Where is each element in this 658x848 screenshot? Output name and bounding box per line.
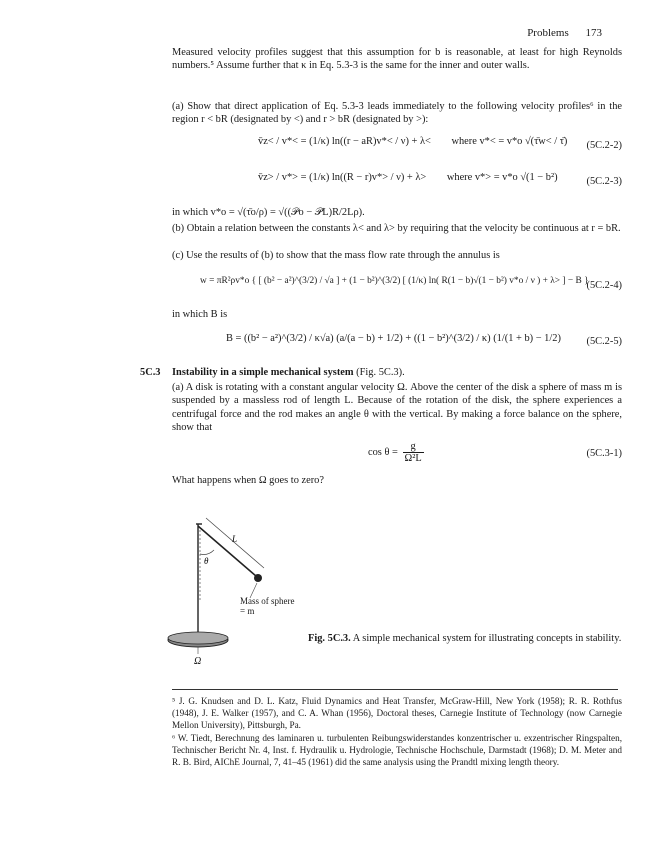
footnote-5: ⁵ J. G. Knudsen and D. L. Katz, Fluid Dynamics and Heat Transfer, McGraw-Hill, New York (1958); R. R. Rothfus (1948), J. E. Walker (1957), and C. A. Whan (1956), Doctoral theses, Carnegie Institute of Technology (now Carnegie Mellon University), Pittsburgh, Pa. (172, 696, 622, 730)
eq5-fraction (403, 441, 424, 464)
section-question: What happens when Ω goes to zero? (172, 475, 324, 486)
figure-caption (308, 632, 628, 645)
eq2-rhs: = (1/κ) ln((R − r)v*> / ν) + λ> (300, 172, 427, 183)
section-title-ref: (Fig. 5C.3). (356, 367, 405, 378)
equation-5c2-3 (258, 172, 558, 183)
running-header (527, 27, 602, 39)
caption-label: Fig. 5C.3. (308, 633, 351, 644)
equation-5c2-2 (258, 136, 567, 147)
eq3-number: (5C.2-4) (586, 280, 622, 291)
label-theta: θ (204, 556, 209, 566)
running-title: Problems (527, 27, 569, 39)
intro-paragraph: Measured velocity profiles suggest that this assumption for b is reasonable, at least for high Reynolds numbers.⁵ Assume further that κ in Eq. 5.3-3 is the same for the inner and outer walls. (172, 47, 622, 72)
part-a-paragraph: (a) Show that direct application of Eq. 5.3-3 leads immediately to the following velocity profiles⁶ in the region r < bR (designated by <) and r > bR (designated by >): (172, 101, 622, 126)
page-number: 173 (585, 27, 602, 39)
label-mass: Mass of sphere = m (240, 596, 295, 616)
section-number-label: 5C.3 (140, 367, 161, 378)
equation-5c3-1 (368, 441, 426, 464)
part-c-paragraph: (c) Use the results of (b) to show that the mass flow rate through the annulus is (172, 250, 500, 261)
part-b-paragraph: (b) Obtain a relation between the constants λ< and λ> by requiring that the velocity be continuous at r = bR. (172, 223, 621, 234)
footnote-6: ⁶ W. Tiedt, Berechnung des laminaren u. turbulenten Reibungswiderstandes konzentrischer u. exzentrischer Ringspalten, Technischer Bericht Nr. 4, Inst. f. Hydraulik u. Hydrologie, Technische Hochschule, Darmstadt (1968); D. M. Meter and R. B. Bird, AIChE Journal, 7, 41–45 (1961) did the same analysis using the Prandtl mixing length theory. (172, 733, 622, 767)
eq2-number: (5C.2-3) (586, 176, 622, 187)
caption-text: A simple mechanical system for illustrating concepts in stability. (352, 633, 622, 644)
eq1-lhs: v̄z< / v*< (258, 136, 298, 147)
footnote-rule (172, 689, 618, 690)
theta-arc (200, 550, 214, 555)
in-which-b: in which B is (172, 309, 228, 320)
eq4-number: (5C.2-5) (586, 336, 622, 347)
label-L: L (232, 534, 238, 544)
rod (198, 526, 256, 576)
in-which-vstar: in which v*o = √(τ̄o/ρ) = √((𝒫o − 𝒫L)R/2Lρ). (172, 207, 365, 218)
eq5-denominator: Ω²L (404, 453, 422, 464)
section-part-a: (a) A disk is rotating with a constant angular velocity Ω. Above the center of the disk a sphere of mass m is suspended by a massless rod of length L. Because of the rotation of the disk, the sphere experiences a centrifugal force and the rod makes an angle θ with the vertical. By making a force balance on the sphere, show that (172, 382, 622, 434)
disk-top-face (168, 632, 228, 644)
eq2-where: where v*> = v*o √(1 − b²) (446, 172, 558, 183)
label-omega: Ω (194, 656, 202, 667)
eq1-number: (5C.2-2) (586, 140, 622, 151)
equation-5c2-5: B = ((b² − a²)^(3/2) / κ√a) (a/(a − b) + 1/2) + ((1 − b²)^(3/2) / κ) (1/(1 + b) − 1/2) (226, 333, 561, 344)
eq1-rhs: = (1/κ) ln((r − aR)v*< / ν) + λ< (300, 136, 431, 147)
eq2-lhs: v̄z> / v*> (258, 172, 298, 183)
equation-5c2-4: w = πR²ρv*o { [ (b² − a²)^(3/2) / √a ] + (1 − b²)^(3/2) [ (1/κ) ln( R(1 − b)√(1 − b²) v*o / ν ) + λ> ] − B } (200, 276, 589, 286)
eq5-number: (5C.3-1) (586, 448, 622, 459)
eq5-numerator: g (403, 441, 424, 453)
mechanical-system-figure (160, 510, 300, 660)
sphere (254, 574, 262, 582)
eq1-where: where v*< = v*o √(τ̄w< / τ̄) (451, 136, 568, 147)
section-title-line (172, 367, 405, 378)
eq5-lhs: cos θ = (368, 446, 398, 458)
section-title: Instability in a simple mechanical system (172, 367, 354, 378)
